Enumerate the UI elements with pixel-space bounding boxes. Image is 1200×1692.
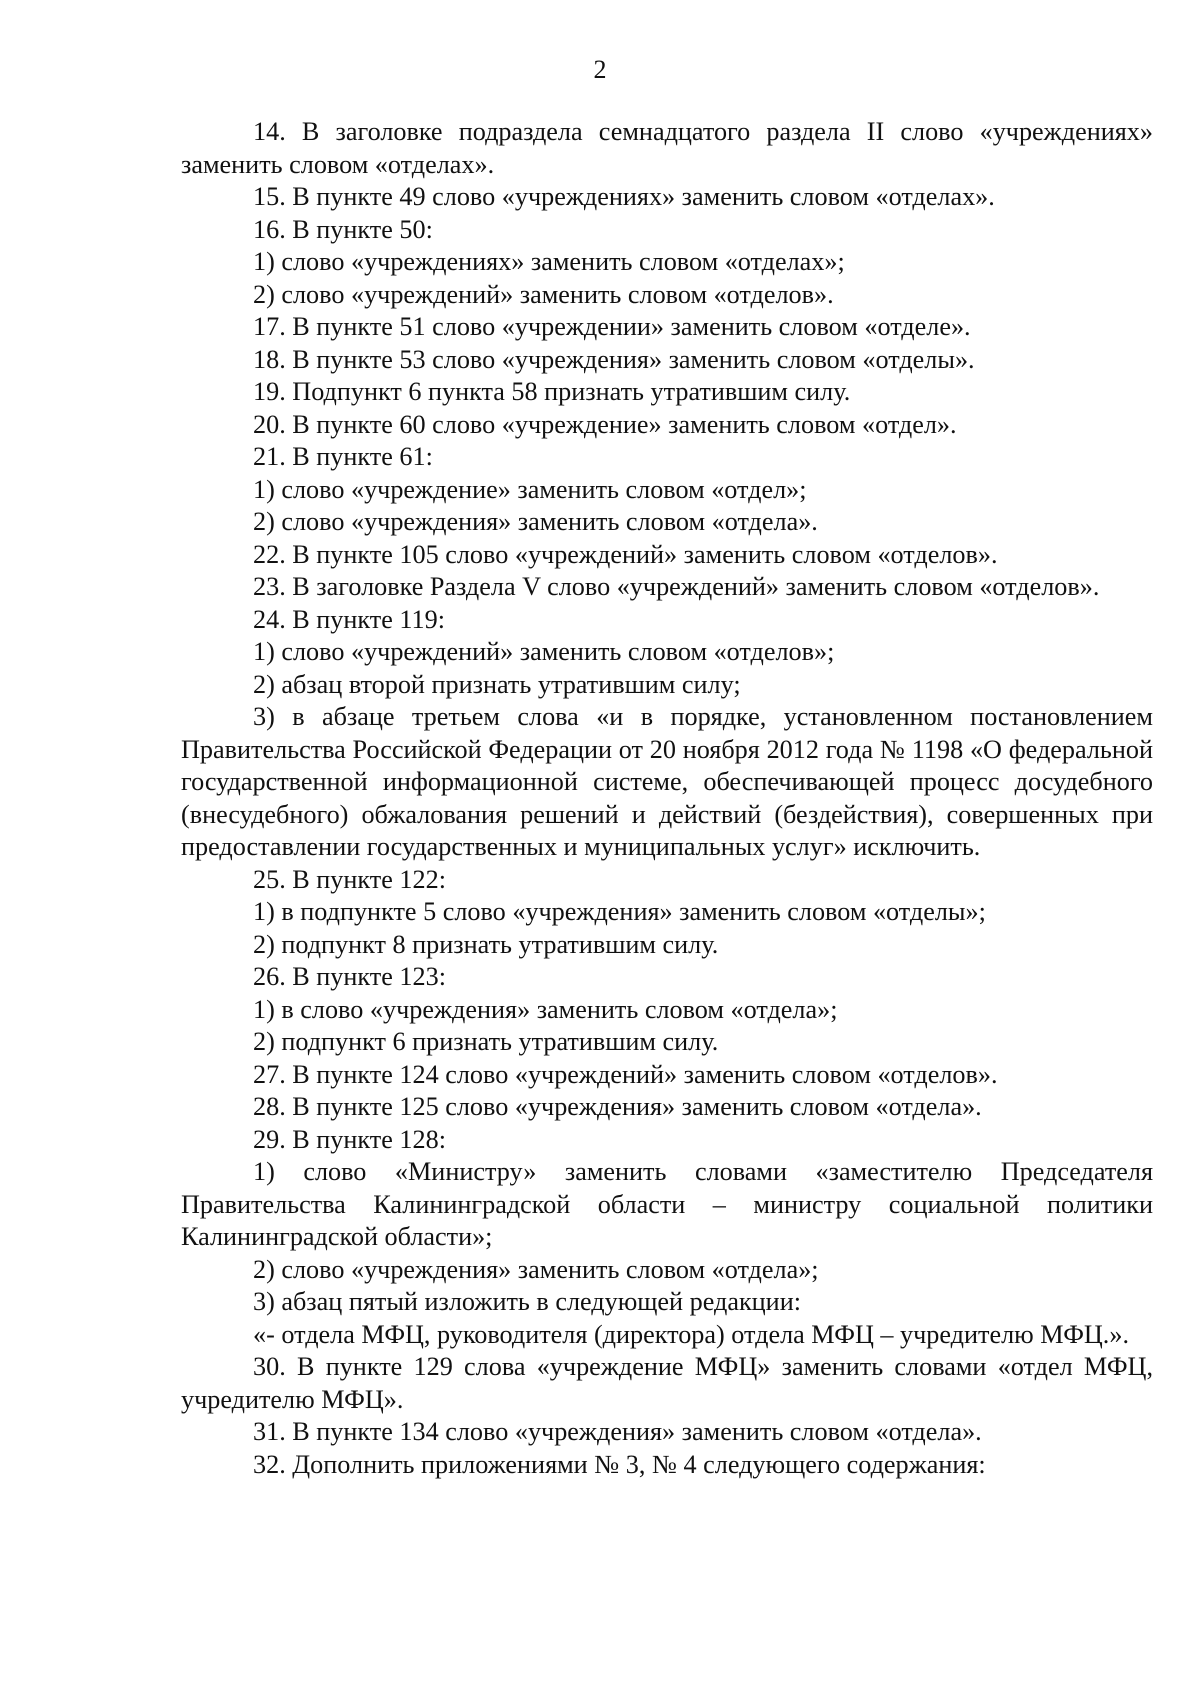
paragraph: «- отдела МФЦ, руководителя (директора) отдела МФЦ – учредителю МФЦ.». xyxy=(253,1319,1129,1349)
paragraph: 2) слово «учреждения» заменить словом «отдела». xyxy=(253,507,818,536)
paragraph: 16. В пункте 50: xyxy=(253,214,433,244)
paragraph: 18. В пункте 53 слово «учреждения» заменить словом «отделы». xyxy=(253,344,975,374)
paragraph: 29. В пункте 128: xyxy=(253,1124,446,1154)
paragraph: 1) в подпункте 5 слово «учреждения» заменить словом «отделы»; xyxy=(253,897,986,926)
paragraph: 28. В пункте 125 слово «учреждения» заменить словом «отдела». xyxy=(253,1092,982,1121)
paragraph: 17. В пункте 51 слово «учреждении» заменить словом «отделе». xyxy=(253,312,971,341)
paragraph: 1) слово «учреждение» заменить словом «отдел»; xyxy=(253,474,807,504)
paragraph: 3) абзац пятый изложить в следующей редакции: xyxy=(253,1287,801,1316)
paragraph: 26. В пункте 123: xyxy=(253,962,446,991)
paragraph: 1) слово «учреждениях» заменить словом «отделах»; xyxy=(253,247,845,276)
paragraph: 32. Дополнить приложениями № 3, № 4 следующего содержания: xyxy=(253,1449,986,1479)
paragraph: 1) слово «учреждений» заменить словом «отделов»; xyxy=(253,637,835,666)
paragraph: 19. Подпункт 6 пункта 58 признать утратившим силу. xyxy=(253,377,851,406)
paragraph: 2) слово «учреждений» заменить словом «отделов». xyxy=(253,279,834,309)
paragraph: 27. В пункте 124 слово «учреждений» заменить словом «отделов». xyxy=(253,1059,998,1089)
paragraph: 21. В пункте 61: xyxy=(253,442,433,471)
paragraph: 14. В заголовке подраздела семнадцатого раздела II слово «учреждениях» заменить словом «отделах». xyxy=(181,117,1153,179)
paragraph: 31. В пункте 134 слово «учреждения» заменить словом «отдела». xyxy=(253,1417,982,1446)
paragraph: 2) слово «учреждения» заменить словом «отдела»; xyxy=(253,1254,819,1284)
paragraph: 1) в слово «учреждения» заменить словом «отдела»; xyxy=(253,994,838,1024)
paragraph: 2) абзац второй признать утратившим силу; xyxy=(253,669,741,699)
paragraph: 20. В пункте 60 слово «учреждение» заменить словом «отдел». xyxy=(253,409,957,439)
paragraph: 1) слово «Министру» заменить словами «заместителю Председателя Правительства Калининградской области – министру социальной политики Калининградской области»; xyxy=(181,1157,1153,1251)
paragraph: 25. В пункте 122: xyxy=(253,864,446,894)
paragraph: 2) подпункт 6 признать утратившим силу. xyxy=(253,1027,719,1056)
paragraph: 23. В заголовке Раздела V слово «учреждений» заменить словом «отделов». xyxy=(253,572,1100,601)
paragraph: 3) в абзаце третьем слова «и в порядке, установленном постановлением Правительства Российской Федерации от 20 ноября 2012 года № 1198 «О федеральной государственной информационной системе, обеспечивающей процесс досудебного (внесудебного) обжалования решений и действий (бездействия), совершенных при предоставлении государственных и муниципальных услуг» исключить. xyxy=(181,702,1153,861)
paragraph: 30. В пункте 129 слова «учреждение МФЦ» заменить словами «отдел МФЦ, учредителю МФЦ». xyxy=(181,1352,1153,1414)
paragraph: 15. В пункте 49 слово «учреждениях» заменить словом «отделах». xyxy=(253,182,995,211)
paragraph: 24. В пункте 119: xyxy=(253,604,445,634)
page-number: 2 xyxy=(593,55,607,84)
paragraph: 2) подпункт 8 признать утратившим силу. xyxy=(253,929,719,959)
document-body xyxy=(181,116,1153,1481)
paragraph: 22. В пункте 105 слово «учреждений» заменить словом «отделов». xyxy=(253,539,998,569)
